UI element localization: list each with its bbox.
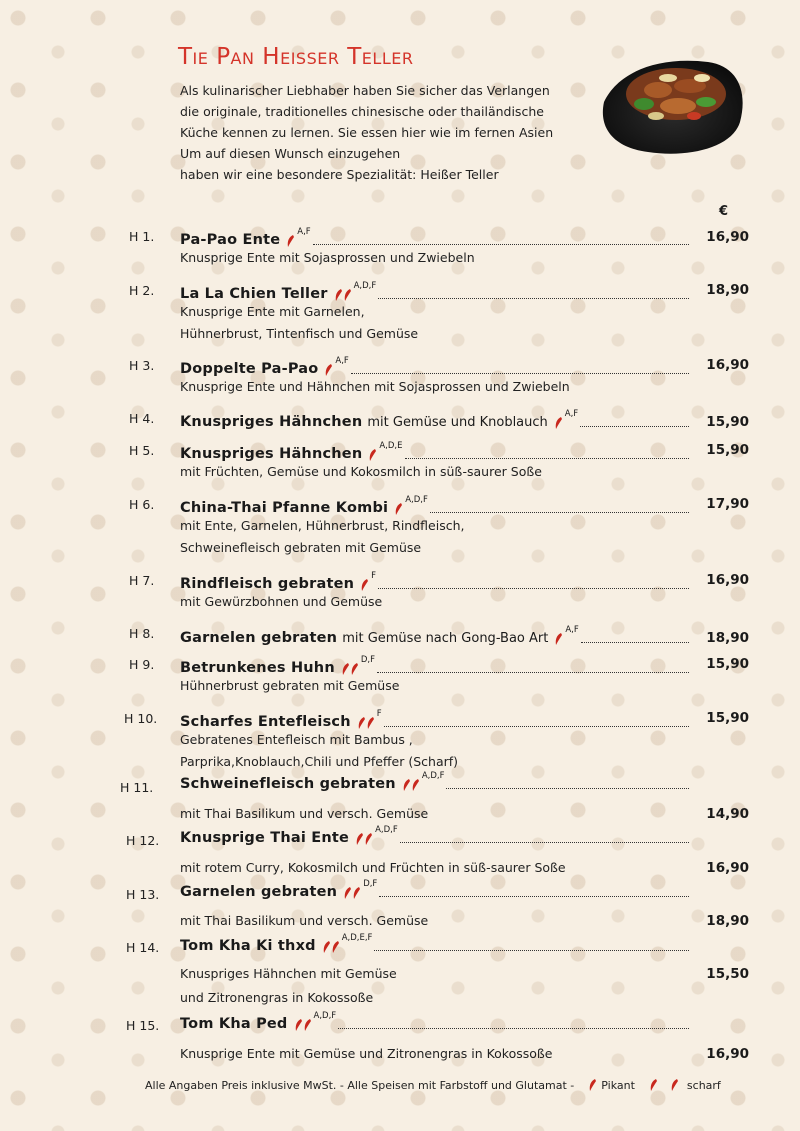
- item-number: H 7.: [129, 573, 155, 588]
- chili-icon: [343, 886, 352, 900]
- item-description: Knusprige Ente und Hähnchen mit Sojasprossen und Zwiebeln: [180, 379, 570, 394]
- item-name-line: [180, 572, 689, 592]
- chili-icon: [368, 448, 377, 462]
- item-price: 18,90: [706, 913, 749, 929]
- dot-leader: [338, 1028, 689, 1029]
- chili-rating: [394, 498, 403, 516]
- chili-icon: [394, 502, 403, 516]
- chili-rating: [554, 628, 563, 646]
- item-number: H 3.: [129, 358, 155, 373]
- item-number: H 1.: [129, 229, 155, 244]
- dot-leader: [384, 726, 689, 727]
- item-allergens: A,D,E: [379, 441, 403, 451]
- legend-scharf-label: scharf: [686, 1079, 721, 1092]
- item-name-line: [180, 410, 689, 430]
- chili-icon: [554, 416, 563, 430]
- dot-leader: [378, 298, 689, 299]
- intro-line: haben wir eine besondere Spezialität: Heißer Teller: [180, 167, 499, 182]
- chili-icon: [322, 940, 331, 954]
- item-name-line: [180, 442, 689, 462]
- item-name-line: [180, 934, 689, 954]
- item-description: Gebratenes Entefleisch mit Bambus ,: [180, 732, 413, 747]
- item-description: Schweinefleisch gebraten mit Gemüse: [180, 540, 422, 555]
- chili-rating: [334, 284, 352, 302]
- item-description: Knuspriges Hähnchen mit Gemüse: [180, 966, 397, 981]
- chili-rating: [343, 882, 361, 900]
- chili-rating: [554, 412, 563, 430]
- chili-icon: [355, 832, 364, 846]
- item-name-line: [180, 282, 689, 302]
- item-description: Knusprige Ente mit Gemüse und Zitronengras in Kokossoße: [180, 1046, 553, 1061]
- dot-leader: [313, 244, 689, 245]
- item-price: 16,90: [706, 860, 749, 876]
- chili-icon: [554, 632, 563, 646]
- item-name: Tom Kha Ki thxd: [180, 938, 316, 954]
- legend-pikant-label: Pikant: [601, 1079, 635, 1092]
- item-price: 18,90: [706, 630, 749, 646]
- chili-icon: [411, 778, 420, 792]
- item-name: Tom Kha Ped: [180, 1016, 288, 1032]
- chili-rating: [402, 774, 420, 792]
- item-allergens: A,D,E,F: [341, 933, 373, 943]
- item-price: 16,90: [706, 357, 749, 373]
- item-price: 17,90: [706, 496, 749, 512]
- chili-icon: [402, 778, 411, 792]
- item-name-line: [180, 496, 689, 516]
- chili-icon: [324, 363, 333, 377]
- item-number: H 11.: [120, 780, 154, 795]
- chili-icon: [343, 288, 352, 302]
- item-number: H 8.: [129, 626, 155, 641]
- item-name: Rindfleisch gebraten: [180, 576, 355, 592]
- item-description: Hühnerbrust gebraten mit Gemüse: [180, 678, 400, 693]
- item-allergens: A,D,F: [313, 1011, 337, 1021]
- chili-icon: [364, 832, 373, 846]
- intro-line: Küche kennen zu lernen. Sie essen hier wie im fernen Asien: [180, 125, 554, 140]
- chili-icon: [350, 662, 359, 676]
- item-number: H 15.: [126, 1018, 160, 1033]
- chili-icon: [334, 288, 343, 302]
- chili-icon: [294, 1018, 303, 1032]
- chili-icon: [286, 234, 295, 248]
- item-allergens: A,D,F: [421, 771, 445, 781]
- item-name-line: [180, 710, 689, 730]
- dot-leader: [405, 458, 690, 459]
- currency-symbol: €: [719, 204, 729, 219]
- item-price: 15,90: [706, 656, 749, 672]
- item-price: 16,90: [706, 229, 749, 245]
- dot-leader: [446, 788, 689, 789]
- item-name: La La Chien Teller: [180, 286, 328, 302]
- item-allergens: A,F: [297, 227, 311, 237]
- chili-icon: [341, 662, 350, 676]
- item-allergens: A,F: [564, 409, 579, 419]
- item-name-line: [180, 826, 689, 846]
- item-description: Knusprige Ente mit Garnelen,: [180, 304, 365, 319]
- chili-icon: [649, 1078, 658, 1092]
- item-description: mit Ente, Garnelen, Hühnerbrust, Rindfleisch,: [180, 518, 465, 533]
- item-allergens: A,D,F: [375, 825, 398, 835]
- chili-icon: [360, 578, 369, 592]
- dot-leader: [374, 950, 689, 951]
- item-number: H 10.: [124, 711, 158, 726]
- item-number: H 14.: [126, 940, 160, 955]
- chili-icon: [352, 886, 361, 900]
- item-name: Knusprige Thai Ente: [180, 830, 350, 846]
- item-name-extra: mit Gemüse nach Gong-Bao Art: [342, 631, 549, 646]
- chili-icon: [331, 940, 340, 954]
- chili-icon: [303, 1018, 312, 1032]
- item-description: mit Gewürzbohnen und Gemüse: [180, 594, 383, 609]
- chili-rating: [355, 828, 373, 846]
- legend-scharf-chili: [641, 1074, 683, 1092]
- item-name: Doppelte Pa-Pao: [180, 361, 319, 377]
- chili-rating: [294, 1014, 312, 1032]
- item-description: Hühnerbrust, Tintenfisch und Gemüse: [180, 326, 419, 341]
- dish-photo: [598, 52, 748, 158]
- chili-rating: [341, 658, 359, 676]
- dot-leader: [379, 896, 689, 897]
- item-description: mit Früchten, Gemüse und Kokosmilch in süß-saurer Soße: [180, 464, 542, 479]
- item-name: Garnelen gebraten: [180, 884, 338, 900]
- item-number: H 12.: [126, 833, 160, 848]
- item-number: H 6.: [129, 497, 155, 512]
- item-allergens: A,D,F: [353, 281, 377, 291]
- item-name-line: [180, 880, 689, 900]
- dot-leader: [400, 842, 689, 843]
- item-name-line: [180, 357, 689, 377]
- chili-icon: [366, 716, 375, 730]
- item-description: mit Thai Basilikum und versch. Gemüse: [180, 913, 429, 928]
- item-description: Knusprige Ente mit Sojasprossen und Zwiebeln: [180, 250, 475, 265]
- chili-rating: [322, 936, 340, 954]
- item-name-extra: mit Gemüse und Knoblauch: [367, 415, 548, 430]
- dot-leader: [378, 588, 689, 589]
- item-name: Schweinefleisch gebraten: [180, 776, 396, 792]
- chili-rating: [286, 230, 295, 248]
- chili-rating: [368, 444, 377, 462]
- item-price: 15,90: [706, 710, 749, 726]
- item-name-line: [180, 772, 689, 792]
- item-price: 16,90: [706, 1046, 749, 1062]
- item-name: China-Thai Pfanne Kombi: [180, 500, 389, 516]
- item-name: Knuspriges Hähnchen: [180, 414, 363, 430]
- item-allergens: D,F: [360, 655, 375, 665]
- footer-legend: [145, 1074, 721, 1092]
- item-name-line: [180, 656, 689, 676]
- intro-line: Um auf diesen Wunsch einzugehen: [180, 146, 401, 161]
- item-number: H 2.: [129, 283, 155, 298]
- item-price: 15,90: [706, 442, 749, 458]
- intro-line: Als kulinarischer Liebhaber haben Sie sicher das Verlangen: [180, 83, 550, 98]
- chili-icon: [357, 716, 366, 730]
- item-price: 15,50: [706, 966, 749, 982]
- item-allergens: A,F: [335, 356, 349, 366]
- item-number: H 13.: [126, 887, 160, 902]
- item-price: 15,90: [706, 414, 749, 430]
- item-allergens: F: [371, 571, 377, 581]
- item-description: und Zitronengras in Kokossoße: [180, 990, 374, 1005]
- item-price: 16,90: [706, 572, 749, 588]
- item-name-line: [180, 1012, 689, 1032]
- item-name: Betrunkenes Huhn: [180, 660, 335, 676]
- item-price: 14,90: [706, 806, 749, 822]
- item-description: Parprika,Knoblauch,Chili und Pfeffer (Scharf): [180, 754, 459, 769]
- chili-rating: [357, 712, 375, 730]
- item-description: mit rotem Curry, Kokosmilch und Früchten in süß-saurer Soße: [180, 860, 566, 875]
- item-allergens: D,F: [363, 879, 378, 889]
- chili-icon: [588, 1078, 597, 1092]
- item-number: H 4.: [129, 411, 155, 426]
- item-number: H 5.: [129, 443, 155, 458]
- item-allergens: A,D,F: [405, 495, 428, 505]
- dot-leader: [580, 426, 689, 427]
- chili-rating: [324, 359, 333, 377]
- item-description: mit Thai Basilikum und versch. Gemüse: [180, 806, 429, 821]
- item-allergens: A,F: [565, 625, 579, 635]
- chili-rating: [360, 574, 369, 592]
- dot-leader: [377, 672, 689, 673]
- item-name: Garnelen gebraten: [180, 630, 338, 646]
- intro-line: die originale, traditionelles chinesische oder thailändische: [180, 104, 544, 119]
- item-name: Scharfes Entefleisch: [180, 714, 351, 730]
- footer-text: Alle Angaben Preis inklusive MwSt. - Alle Speisen mit Farbstoff und Glutamat -: [145, 1079, 575, 1092]
- chili-icon: [670, 1078, 679, 1092]
- dot-leader: [430, 512, 689, 513]
- item-name: Pa-Pao Ente: [180, 232, 281, 248]
- intro-text: [180, 80, 610, 185]
- item-name: Knuspriges Hähnchen: [180, 446, 363, 462]
- item-number: H 9.: [129, 657, 155, 672]
- dot-leader: [581, 642, 689, 643]
- item-name-line: [180, 228, 689, 248]
- dot-leader: [351, 373, 689, 374]
- item-price: 18,90: [706, 282, 749, 298]
- item-allergens: F: [376, 709, 382, 719]
- legend-pikant-chili: [580, 1074, 601, 1092]
- page-title: Tie Pan Heisser Teller: [178, 44, 414, 70]
- item-name-line: [180, 626, 689, 646]
